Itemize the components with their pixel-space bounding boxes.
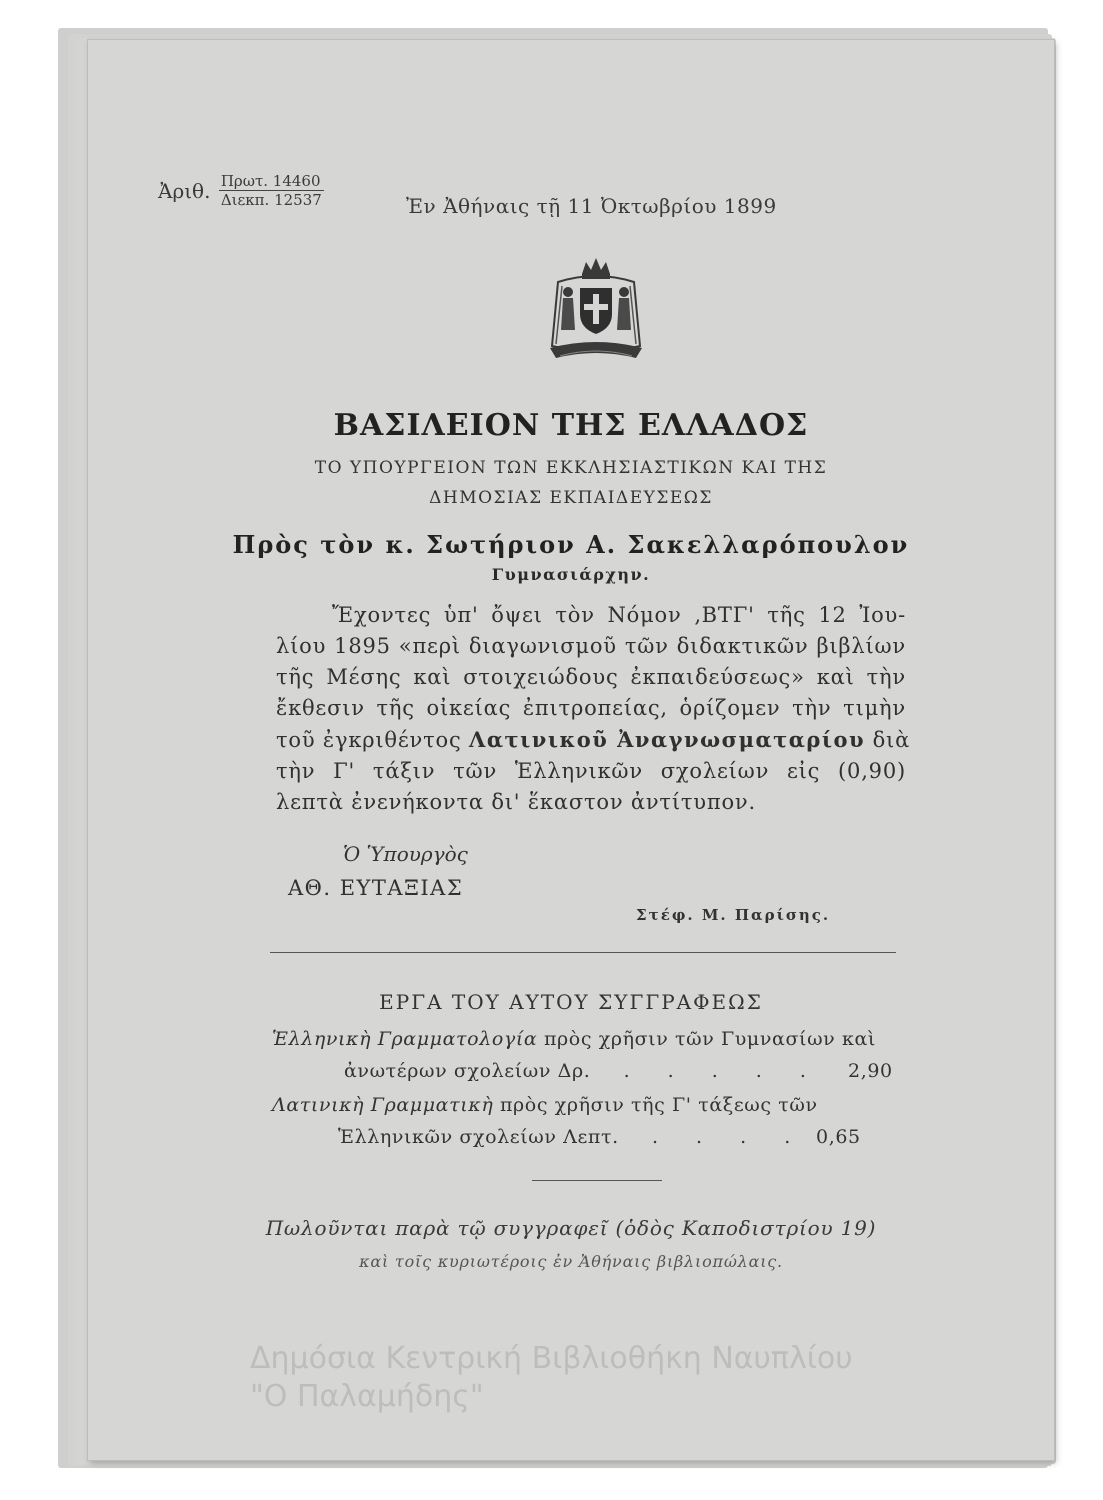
document-page	[88, 40, 1054, 1460]
dateline: Ἐν Ἀθήναις τῇ 11 Ὀκτωβρίου 1899	[406, 194, 777, 218]
work-2-line-2	[338, 1126, 806, 1148]
sales-line-2: καὶ τοῖς κυριωτέροις ἐν Ἀθήναις βιβλιοπώλαις.	[359, 1252, 783, 1271]
body-line: ἔκθεσιν τῆς οἰκείας ἐπιτροπείας, ὁρίζομεν τὴν τιμὴν	[276, 696, 906, 720]
work-1-line-2	[344, 1060, 822, 1082]
short-divider-rule	[532, 1180, 662, 1181]
work-2-price: 0,65	[816, 1126, 861, 1148]
work-1-title: Ἑλληνικὴ Γραμματολογία	[272, 1028, 538, 1050]
book-title-emphasis: Λατινικοῦ Ἀναγνωσματαρίου	[469, 727, 866, 752]
diekp-number: Διεκπ. 12537	[220, 191, 322, 209]
work-2-description: πρὸς χρῆσιν τῆς Γ' τάξεως τῶν	[499, 1094, 818, 1116]
protocol-number: Πρωτ. 14460	[219, 172, 324, 191]
protocol-numbers	[219, 172, 324, 209]
protocol-reference	[158, 172, 324, 209]
body-line: τῆς Μέσης καὶ στοιχειώδους ἐκπαιδεύσεως» καὶ τὴν	[276, 665, 906, 689]
leader-dots: . . . .	[651, 1126, 807, 1148]
work-2-line-1	[272, 1094, 818, 1116]
decision-body	[276, 600, 911, 818]
work-1-line-1	[272, 1028, 876, 1050]
ministry-line-2: ΔΗΜΟΣΙΑΣ ΕΚΠΑΙΔΕΥΣΕΩΣ	[429, 488, 713, 508]
leader-dots: . . . . .	[623, 1060, 822, 1082]
minister-title: Ὁ Ὑπουργὸς	[343, 842, 468, 866]
aritho-label: Ἀριθ.	[158, 178, 211, 203]
watermark-line-1: Δημόσια Κεντρική Βιβλιοθήκη Ναυπλίου	[250, 1341, 853, 1376]
watermark-line-2: "Ο Παλαμήδης"	[250, 1379, 484, 1414]
divider-rule	[270, 952, 896, 953]
work-1-description: πρὸς χρῆσιν τῶν Γυμνασίων καὶ	[543, 1028, 876, 1050]
minister-name: ΑΘ. ΕΥΤΑΞΙΑΣ	[288, 876, 464, 900]
body-line: λεπτὰ ἐνενήκοντα δι' ἕκαστον ἀντίτυπον.	[276, 790, 756, 814]
body-line: τὴν Γ' τάξιν τῶν Ἑλληνικῶν σχολείων εἰς (0,90)	[276, 759, 906, 783]
printer-name: Στέφ. Μ. Παρίσης.	[636, 906, 831, 924]
addressee: Πρὸς τὸν κ. Σωτήριον Α. Σακελλαρόπουλον	[232, 530, 910, 559]
ministry-line-1: ΤΟ ΥΠΟΥΡΓΕΙΟΝ ΤΩΝ ΕΚΚΛΗΣΙΑΣΤΙΚΩΝ ΚΑΙ ΤΗΣ	[314, 458, 828, 478]
sales-line-1: Πωλοῦνται παρὰ τῷ συγγραφεῖ (ὁδὸς Καποδιστρίου 19)	[265, 1216, 877, 1240]
library-watermark	[250, 1340, 1050, 1416]
body-text: τοῦ ἐγκριθέντος	[276, 728, 462, 752]
work-2-audience: Ἑλληνικῶν σχολείων Λεπτ.	[338, 1126, 619, 1148]
body-text: διὰ	[872, 728, 911, 752]
addressee-rank: Γυμνασιάρχην.	[491, 565, 651, 584]
kingdom-title: ΒΑΣΙΛΕΙΟΝ ΤΗΣ ΕΛΛΑΔΟΣ	[333, 408, 809, 443]
royal-coat-of-arms-icon	[536, 252, 656, 372]
work-1-audience: ἀνωτέρων σχολείων Δρ.	[344, 1060, 591, 1082]
work-2-title: Λατινικὴ Γραμματικὴ	[272, 1094, 494, 1116]
body-line	[276, 724, 911, 756]
body-line: λίου 1895 «περὶ διαγωνισμοῦ τῶν διδακτικῶν βιβλίων	[276, 634, 906, 658]
work-1-price: 2,90	[848, 1060, 893, 1082]
works-heading: ΕΡΓΑ ΤΟΥ ΑΥΤΟΥ ΣΥΓΓΡΑΦΕΩΣ	[379, 990, 763, 1014]
body-line: Ἔχοντες ὑπ' ὄψει τὸν Νόμον ‚ΒΤΓ' τῆς 12 Ἰου-	[332, 603, 906, 627]
